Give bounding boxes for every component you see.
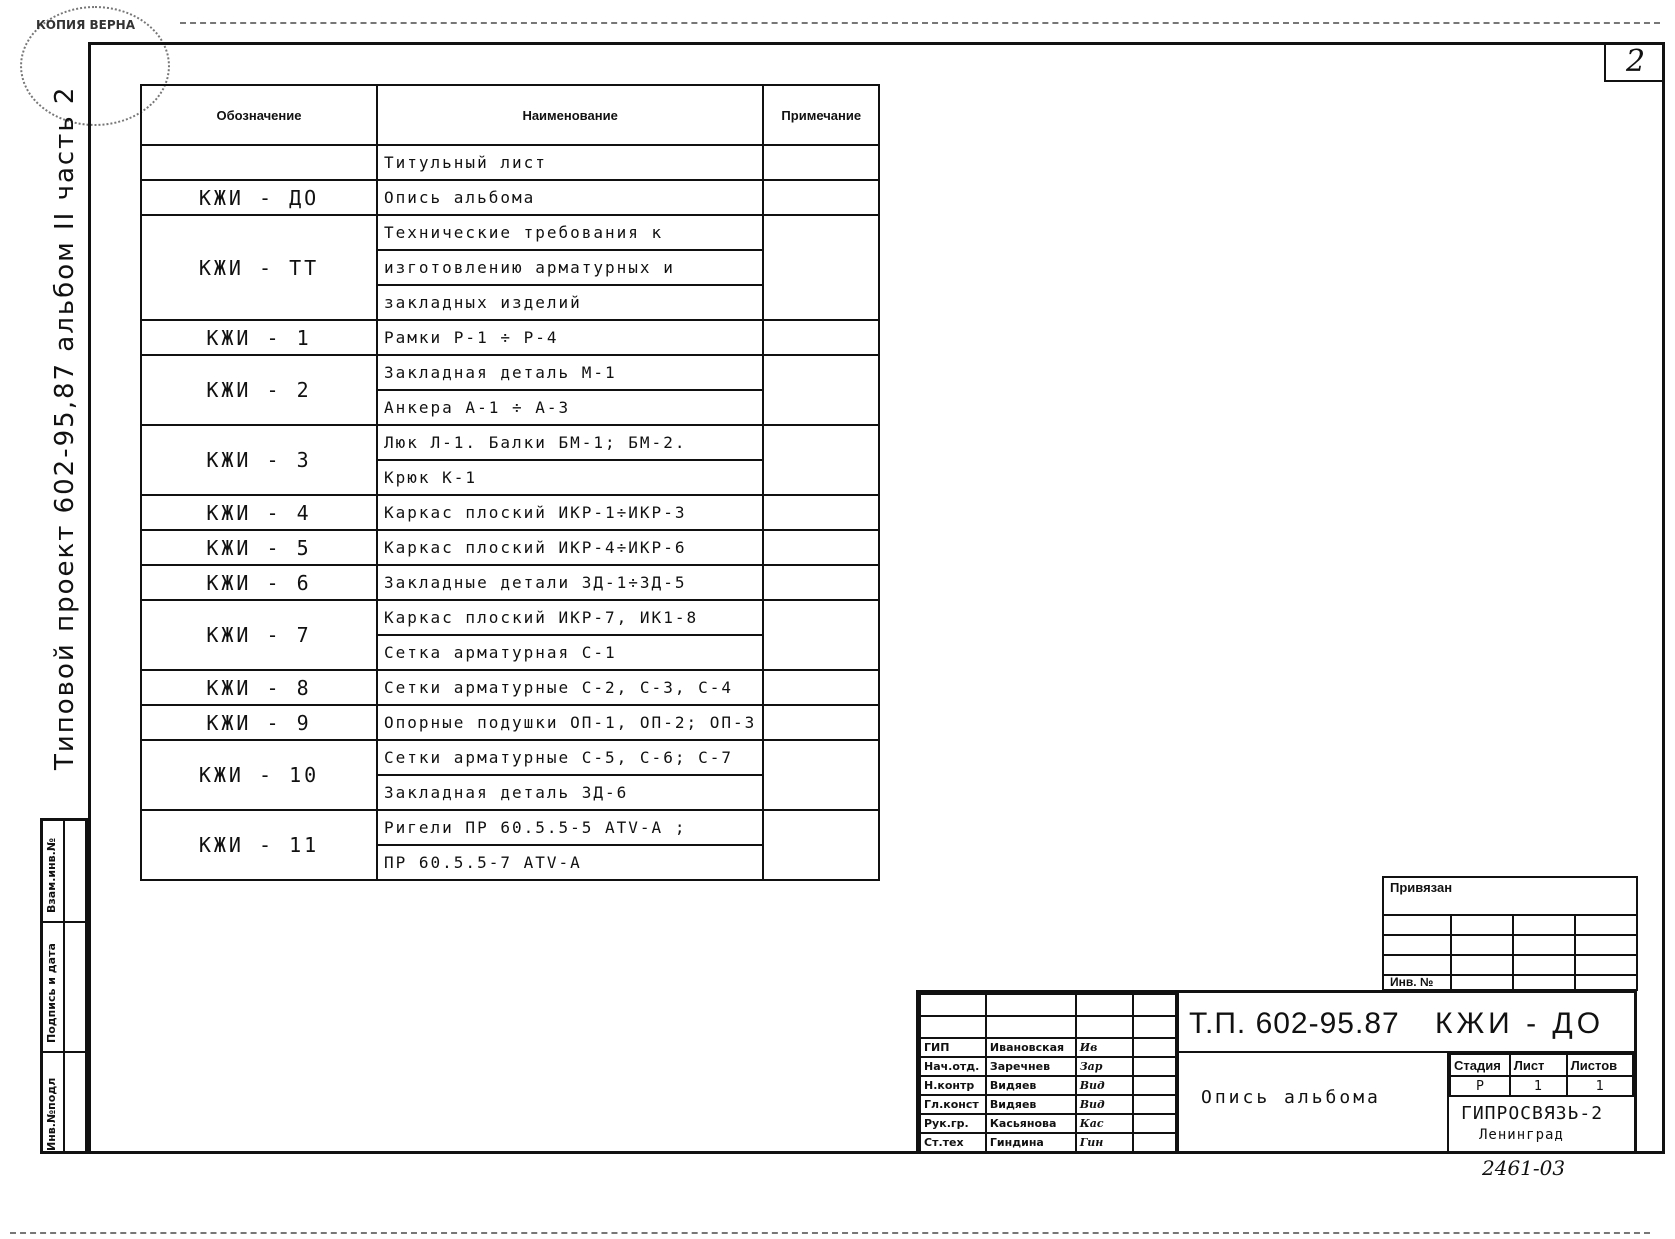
row-code: КЖИ - ДО [141, 180, 377, 215]
row-name: изготовлению арматурных и [377, 250, 763, 285]
sheet-label: Лист [1510, 1054, 1567, 1076]
stage-value: Р [1450, 1076, 1510, 1096]
signature-row [920, 1038, 1176, 1057]
row-name: Закладная деталь М-1 [377, 355, 763, 390]
archive-number: 2461-03 [1482, 1156, 1566, 1180]
row-code: КЖИ - 9 [141, 705, 377, 740]
row-name: Каркас плоский ИКР-1÷ИКР-3 [377, 495, 763, 530]
sig-sign: Зар [1076, 1057, 1133, 1076]
row-name: Опись альбома [377, 180, 763, 215]
row-note [763, 670, 879, 705]
sheet-number: 2 [1604, 42, 1665, 82]
sheets-label: Листов [1567, 1054, 1633, 1076]
binding-inv-label: Инв. № [1390, 975, 1434, 989]
table-row [141, 810, 879, 845]
stage-table [1449, 1053, 1634, 1097]
row-code [141, 145, 377, 180]
table-row [141, 670, 879, 705]
row-code: КЖИ - 11 [141, 810, 377, 880]
row-note [763, 320, 879, 355]
sig-sign: Кас [1076, 1114, 1133, 1133]
row-code: КЖИ - 10 [141, 740, 377, 810]
signature-row [920, 1114, 1176, 1133]
doc-code: Т.П. 602-95.87 [1189, 1007, 1400, 1040]
row-name: закладных изделий [377, 285, 763, 320]
org-name: ГИПРОСВЯЗЬ-2 [1461, 1103, 1604, 1124]
header-designation: Обозначение [141, 85, 377, 145]
stage-label: Стадия [1450, 1054, 1510, 1076]
sig-role: Нач.отд. [920, 1057, 986, 1076]
row-name: ПР 60.5.5-7 АТV-А [377, 845, 763, 880]
row-note [763, 565, 879, 600]
row-code: КЖИ - 1 [141, 320, 377, 355]
table-row [141, 600, 879, 635]
sig-sign: Гин [1076, 1133, 1133, 1152]
sig-role: Ст.тех [920, 1133, 986, 1152]
row-name: Анкера А-1 ÷ А-3 [377, 390, 763, 425]
sig-name: Гиндина [986, 1133, 1076, 1152]
sheet-title-cell [1177, 1053, 1449, 1154]
row-code: КЖИ - ТТ [141, 215, 377, 320]
table-row [141, 425, 879, 460]
row-note [763, 740, 879, 810]
table-row [141, 705, 879, 740]
doc-code-area [1177, 993, 1634, 1053]
contents-table-wrap [140, 84, 880, 881]
sheets-value: 1 [1567, 1076, 1633, 1096]
row-name: Рамки Р-1 ÷ Р-4 [377, 320, 763, 355]
org-city: Ленинград [1479, 1127, 1564, 1143]
row-note [763, 145, 879, 180]
sig-role: ГИП [920, 1038, 986, 1057]
signature-row [920, 1133, 1176, 1152]
row-name: Закладные детали ЗД-1÷ЗД-5 [377, 565, 763, 600]
row-code: КЖИ - 2 [141, 355, 377, 425]
row-note [763, 600, 879, 670]
top-cut-line [180, 22, 1660, 24]
table-row [141, 215, 879, 250]
row-code: КЖИ - 8 [141, 670, 377, 705]
row-code: КЖИ - 6 [141, 565, 377, 600]
row-name: Крюк К-1 [377, 460, 763, 495]
sig-role: Н.контр [920, 1076, 986, 1095]
row-note [763, 355, 879, 425]
sig-name: Касьянова [986, 1114, 1076, 1133]
sig-sign: Вид [1076, 1076, 1133, 1095]
sig-sign: Ив [1076, 1038, 1133, 1057]
row-note [763, 810, 879, 880]
row-code: КЖИ - 3 [141, 425, 377, 495]
signature-row [920, 1057, 1176, 1076]
side-label-inv: Инв.№подл [45, 1077, 58, 1151]
contents-table [140, 84, 880, 881]
table-row [141, 530, 879, 565]
table-row [141, 145, 879, 180]
binding-box [1382, 876, 1638, 991]
side-title: Типовой проект 602-95,87 альбом II часть 2 [50, 85, 80, 770]
table-row [141, 355, 879, 390]
sig-role: Рук.гр. [920, 1114, 986, 1133]
stamp-label: КОПИЯ ВЕРНА [36, 18, 135, 32]
signature-row [920, 1076, 1176, 1095]
side-label-sign: Подпись и дата [45, 943, 58, 1043]
row-name: Каркас плоский ИКР-7, ИК1-8 [377, 600, 763, 635]
title-block [916, 990, 1637, 1154]
row-name: Титульный лист [377, 145, 763, 180]
row-note [763, 180, 879, 215]
table-row [141, 320, 879, 355]
row-code: КЖИ - 5 [141, 530, 377, 565]
row-name: Опорные подушки ОП-1, ОП-2; ОП-3 [377, 705, 763, 740]
row-note [763, 425, 879, 495]
side-strip [40, 818, 88, 1154]
table-row [141, 495, 879, 530]
row-name: Ригели ПР 60.5.5-5 АТV-А ; [377, 810, 763, 845]
sig-role: Гл.конст [920, 1095, 986, 1114]
header-name: Наименование [377, 85, 763, 145]
row-note [763, 705, 879, 740]
signature-table [919, 993, 1177, 1153]
bottom-cut-line [10, 1232, 1650, 1234]
row-name: Каркас плоский ИКР-4÷ИКР-6 [377, 530, 763, 565]
row-note [763, 530, 879, 565]
side-label-replace: Взам.инв.№ [45, 837, 58, 913]
doc-mark: КЖИ - ДО [1435, 1007, 1605, 1040]
row-name: Люк Л-1. Балки БМ-1; БМ-2. [377, 425, 763, 460]
row-code: КЖИ - 4 [141, 495, 377, 530]
binding-label: Привязан [1390, 880, 1453, 895]
table-row [141, 740, 879, 775]
row-name: Сетка арматурная С-1 [377, 635, 763, 670]
row-name: Закладная деталь ЗД-6 [377, 775, 763, 810]
row-note [763, 215, 879, 320]
sig-name: Видяев [986, 1076, 1076, 1095]
sig-name: Заречнев [986, 1057, 1076, 1076]
table-row [141, 180, 879, 215]
sig-sign: Вид [1076, 1095, 1133, 1114]
sheet-value: 1 [1510, 1076, 1567, 1096]
sig-name: Ивановская [986, 1038, 1076, 1057]
table-row [141, 565, 879, 600]
signature-row [920, 1095, 1176, 1114]
sheet-title: Опись альбома [1201, 1087, 1381, 1108]
header-note: Примечание [763, 85, 879, 145]
row-note [763, 495, 879, 530]
row-name: Технические требования к [377, 215, 763, 250]
sig-name: Видяев [986, 1095, 1076, 1114]
row-name: Сетки арматурные С-5, С-6; С-7 [377, 740, 763, 775]
row-code: КЖИ - 7 [141, 600, 377, 670]
row-name: Сетки арматурные С-2, С-3, С-4 [377, 670, 763, 705]
